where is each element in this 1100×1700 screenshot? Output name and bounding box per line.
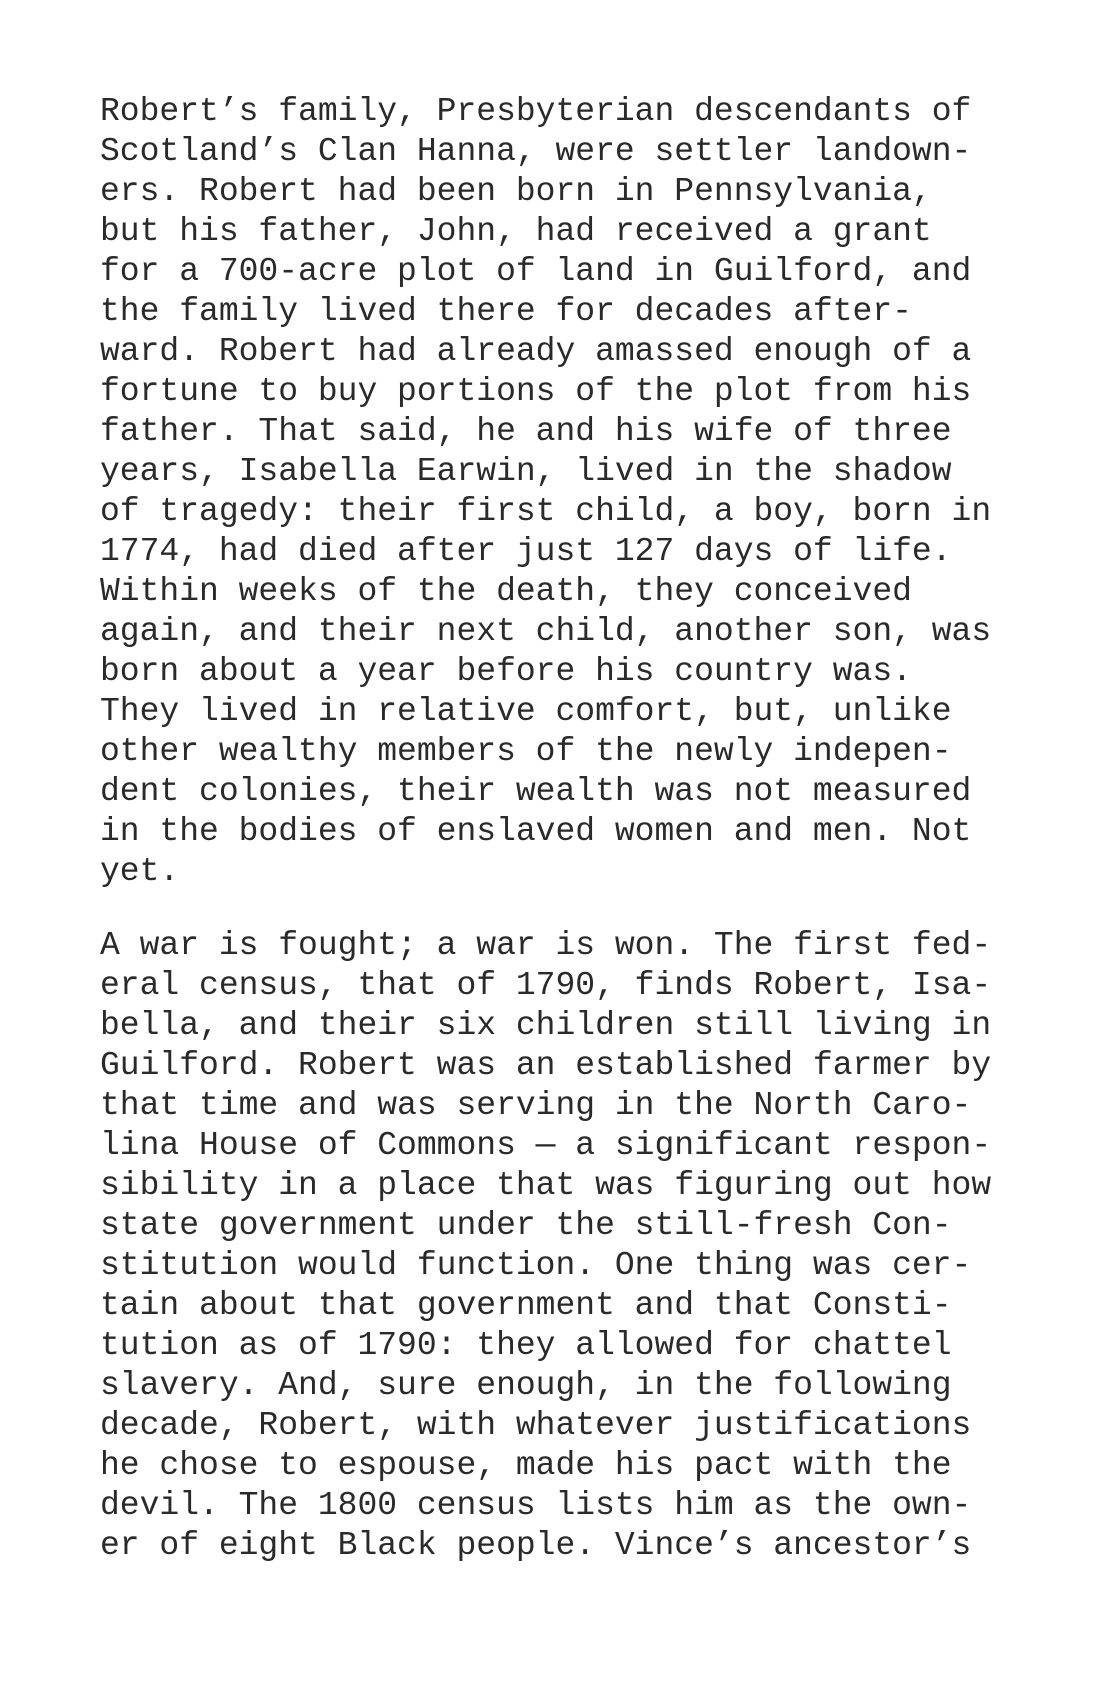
paragraph-line: fortune to buy portions of the plot from his xyxy=(100,373,972,410)
paragraph-line: bella, and their six children still living in xyxy=(100,1007,992,1044)
paragraph-2 xyxy=(100,926,1020,1566)
paragraph-1 xyxy=(100,92,1020,892)
paragraph-line: yet. xyxy=(100,853,180,890)
paragraph-line: again, and their next child, another son, was xyxy=(100,613,992,650)
paragraph-line: A war is fought; a war is won. The first fed- xyxy=(100,927,992,964)
paragraph-line: eral census, that of 1790, finds Robert, Isa- xyxy=(100,967,992,1004)
paragraph-line: Robert’s family, Presbyterian descendants of xyxy=(100,93,972,130)
paragraph-line: tution as of 1790: they allowed for chattel xyxy=(100,1327,952,1364)
paragraph-line: slavery. And, sure enough, in the following xyxy=(100,1367,952,1404)
paragraph-line: Within weeks of the death, they conceived xyxy=(100,573,912,610)
paragraph-line: born about a year before his country was. xyxy=(100,653,912,690)
paragraph-line: lina House of Commons — a significant respon- xyxy=(100,1127,992,1164)
paragraph-line: er of eight Black people. Vince’s ancestor’s xyxy=(100,1527,972,1564)
paragraph-line: but his father, John, had received a grant xyxy=(100,213,932,250)
paragraph-line: ward. Robert had already amassed enough of a xyxy=(100,333,972,370)
paragraph-line: state government under the still-fresh Con- xyxy=(100,1207,952,1244)
paragraph-line: other wealthy members of the newly indepen- xyxy=(100,733,952,770)
paragraph-line: years, Isabella Earwin, lived in the shadow xyxy=(100,453,952,490)
paragraph-line: 1774, had died after just 127 days of life. xyxy=(100,533,952,570)
paragraph-line: tain about that government and that Consti- xyxy=(100,1287,952,1324)
paragraph-line: stitution would function. One thing was cer- xyxy=(100,1247,972,1284)
paragraph-line: dent colonies, their wealth was not measured xyxy=(100,773,972,810)
paragraph-line: in the bodies of enslaved women and men. Not xyxy=(100,813,972,850)
paragraph-line: father. That said, he and his wife of three xyxy=(100,413,952,450)
paragraph-line: sibility in a place that was figuring out how xyxy=(100,1167,992,1204)
paragraph-line: ers. Robert had been born in Pennsylvania, xyxy=(100,173,932,210)
paragraph-line: the family lived there for decades after- xyxy=(100,293,912,330)
paragraph-line: for a 700-acre plot of land in Guilford, and xyxy=(100,253,972,290)
paragraph-line: Scotland’s Clan Hanna, were settler landown- xyxy=(100,133,972,170)
paragraph-line: of tragedy: their first child, a boy, born in xyxy=(100,493,992,530)
paragraph-line: decade, Robert, with whatever justifications xyxy=(100,1407,972,1444)
paragraph-line: Guilford. Robert was an established farmer by xyxy=(100,1047,992,1084)
paragraph-line: devil. The 1800 census lists him as the own- xyxy=(100,1487,972,1524)
paragraph-line: that time and was serving in the North Caro- xyxy=(100,1087,972,1124)
paragraph-line: he chose to espouse, made his pact with the xyxy=(100,1447,952,1484)
paragraph-line: They lived in relative comfort, but, unlike xyxy=(100,693,952,730)
